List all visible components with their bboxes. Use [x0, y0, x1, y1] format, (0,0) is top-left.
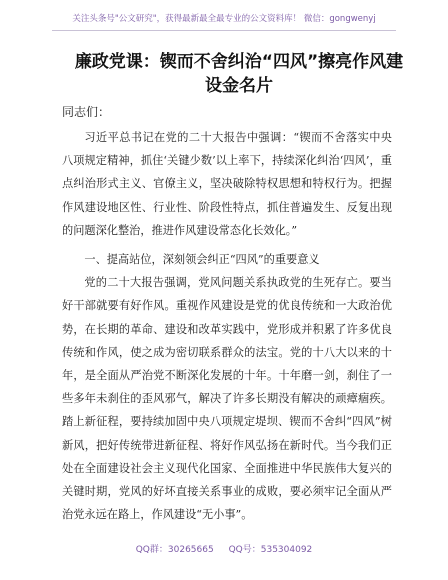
- paragraph-body: 党的二十大报告强调，党风问题关系执政党的生死存亡。要当好干部就要有好作风。重视作风建设是党的优良传统和一大政治优势，在长期的革命、建设和改革实践中，党形成并积累了许多优良传统和作风，使之成为密切联系群众的法宝。党的十八大以来的十年，是全面从严治党不断深化发展的十年。十年磨一剑，刹住了一些多年未刹住的歪风邪气，解决了许多长期没有解决的顽瘴痼疾。踏上新征程，要持续加固中央八项规定堤坝、锲而不舍纠“四风”树新风，把好传统带进新征程、将好作风弘扬在新时代。当今我们正处在全面建设社会主义现代化国家、全面推进中华民族伟大复兴的关键时期，党风的好坏直接关系事业的成败，要必须牢记全面从严治党永远在路上，作风建设“无小事”。: [62, 276, 392, 522]
- footer-qq-number: QQ号：535304092: [228, 545, 313, 555]
- document-title: 廉政党课：锲而不舍纠治“四风”擦亮作风建设金名片: [74, 52, 404, 96]
- document-body: [62, 126, 392, 526]
- footer-note: [0, 542, 448, 555]
- header-divider: [52, 30, 396, 31]
- paragraph-quote: 习近平总书记在党的二十大报告中强调：“锲而不舍落实中央八项规定精神，抓住‘关键少数’以上率下，持续深化纠治‘四风’，重点纠治形式主义、官僚主义，坚决破除特权思想和特权行为。把握作风建设地区性、行业性、阶段性特点，抓住普遍发生、反复出现的问题深化整治，推进作风建设常态化长效化。”: [62, 131, 392, 237]
- section-heading: 一、提高站位，深刻领会纠正“四风”的重要意义: [84, 253, 320, 267]
- greeting: 同志们：: [62, 105, 111, 119]
- header-note: 关注头条号"公文研究"，获得最新最全最专业的公文资料库！ 微信：gongwenyj: [72, 14, 376, 24]
- footer-qq-group: QQ群：30265665: [135, 545, 214, 555]
